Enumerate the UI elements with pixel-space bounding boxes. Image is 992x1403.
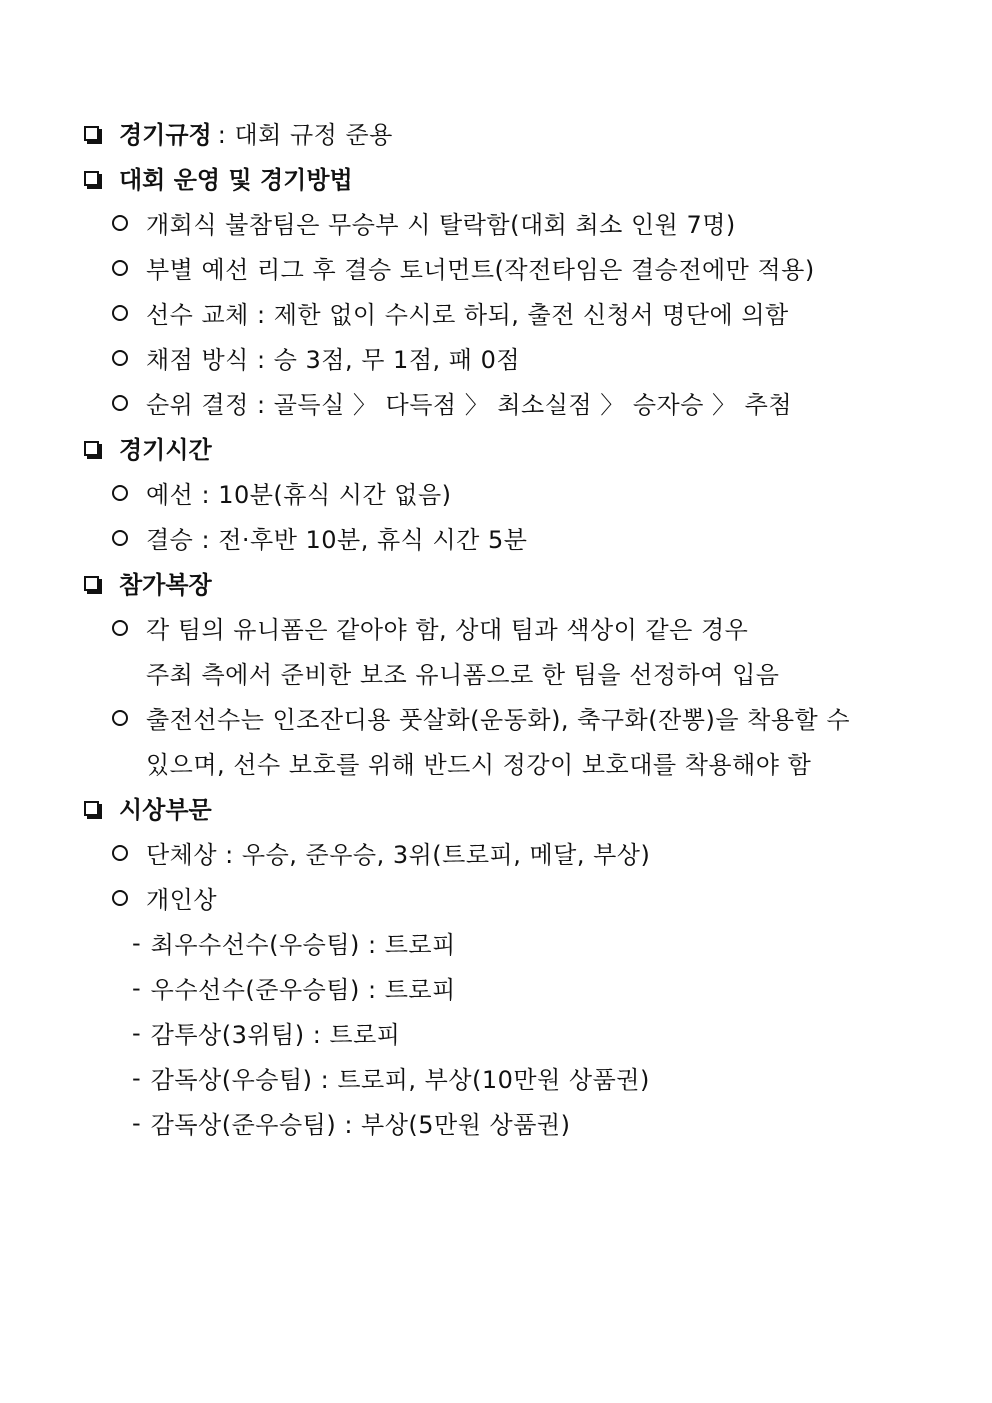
list-item-text: 각 팀의 유니폼은 같아야 함, 상대 팀과 색상이 같은 경우 bbox=[146, 616, 749, 644]
list-item-continuation bbox=[0, 740, 992, 785]
sub-list-item-text: 감투상(3위팀) : 트로피 bbox=[150, 1021, 401, 1049]
section-inline-text: : 대회 규정 준용 bbox=[217, 121, 393, 149]
circle-bullet-icon bbox=[112, 485, 128, 501]
list-item-text: 선수 교체 : 제한 없이 수시로 하되, 출전 신청서 명단에 의함 bbox=[146, 301, 789, 329]
list-item-text: 채점 방식 : 승 3점, 무 1점, 패 0점 bbox=[146, 346, 521, 374]
list-item bbox=[0, 605, 992, 650]
list-item-text: 부별 예선 리그 후 결승 토너먼트(작전타임은 결승전에만 적용) bbox=[146, 256, 815, 284]
list-item bbox=[0, 200, 992, 245]
list-item bbox=[0, 335, 992, 380]
section-title: 경기규정 bbox=[119, 121, 212, 149]
list-item-text: 있으며, 선수 보호를 위해 반드시 정강이 보호대를 착용해야 함 bbox=[146, 751, 812, 779]
section-title: 대회 운영 및 경기방법 bbox=[119, 166, 353, 194]
section-heading bbox=[0, 560, 992, 605]
list-item bbox=[0, 875, 992, 920]
section-heading bbox=[0, 155, 992, 200]
section-heading bbox=[0, 785, 992, 830]
checkbox-square-icon bbox=[84, 441, 99, 456]
sub-list-item-text: 우수선수(준우승팀) : 트로피 bbox=[150, 976, 456, 1004]
list-item-text: 단체상 : 우승, 준우승, 3위(트로피, 메달, 부상) bbox=[146, 841, 651, 869]
dash-bullet: - bbox=[132, 1063, 141, 1092]
dash-bullet: - bbox=[132, 1018, 141, 1047]
sub-list-item-text: 감독상(준우승팀) : 부상(5만원 상품권) bbox=[150, 1111, 571, 1139]
sub-list-item bbox=[0, 965, 992, 1010]
list-item-text: 출전선수는 인조잔디용 풋살화(운동화), 축구화(잔뽕)을 착용할 수 bbox=[146, 706, 851, 734]
section-heading bbox=[0, 110, 992, 155]
list-item-text: 예선 : 10분(휴식 시간 없음) bbox=[146, 481, 452, 509]
circle-bullet-icon bbox=[112, 395, 128, 411]
checkbox-square-icon bbox=[84, 576, 99, 591]
circle-bullet-icon bbox=[112, 890, 128, 906]
sub-list-item bbox=[0, 920, 992, 965]
circle-bullet-icon bbox=[112, 530, 128, 546]
sub-list-item-text: 최우수선수(우승팀) : 트로피 bbox=[150, 931, 456, 959]
list-item bbox=[0, 380, 992, 425]
sub-list-item bbox=[0, 1010, 992, 1055]
sub-list-item-text: 감독상(우승팀) : 트로피, 부상(10만원 상품권) bbox=[150, 1066, 650, 1094]
dash-bullet: - bbox=[132, 973, 141, 1002]
list-item bbox=[0, 470, 992, 515]
list-item bbox=[0, 290, 992, 335]
list-item-continuation bbox=[0, 650, 992, 695]
document-body bbox=[0, 110, 992, 1145]
circle-bullet-icon bbox=[112, 710, 128, 726]
checkbox-square-icon bbox=[84, 126, 99, 141]
list-item bbox=[0, 515, 992, 560]
sub-list-item bbox=[0, 1055, 992, 1100]
circle-bullet-icon bbox=[112, 350, 128, 366]
section-title: 경기시간 bbox=[119, 436, 212, 464]
list-item-text: 결승 : 전·후반 10분, 휴식 시간 5분 bbox=[146, 526, 528, 554]
list-item-text: 개회식 불참팀은 무승부 시 탈락함(대회 최소 인원 7명) bbox=[146, 211, 736, 239]
list-item-text: 순위 결정 : 골득실 〉 다득점 〉 최소실점 〉 승자승 〉 추첨 bbox=[146, 391, 792, 419]
circle-bullet-icon bbox=[112, 845, 128, 861]
dash-bullet: - bbox=[132, 928, 141, 957]
list-item-text: 주최 측에서 준비한 보조 유니폼으로 한 팀을 선정하여 입음 bbox=[146, 661, 780, 689]
section-title: 참가복장 bbox=[119, 571, 212, 599]
circle-bullet-icon bbox=[112, 305, 128, 321]
sub-list-item bbox=[0, 1100, 992, 1145]
list-item bbox=[0, 830, 992, 875]
circle-bullet-icon bbox=[112, 215, 128, 231]
circle-bullet-icon bbox=[112, 260, 128, 276]
circle-bullet-icon bbox=[112, 620, 128, 636]
list-item-text: 개인상 bbox=[146, 886, 218, 914]
checkbox-square-icon bbox=[84, 171, 99, 186]
checkbox-square-icon bbox=[84, 801, 99, 816]
section-title: 시상부문 bbox=[119, 796, 212, 824]
list-item bbox=[0, 695, 992, 740]
list-item bbox=[0, 245, 992, 290]
dash-bullet: - bbox=[132, 1108, 141, 1137]
section-heading bbox=[0, 425, 992, 470]
